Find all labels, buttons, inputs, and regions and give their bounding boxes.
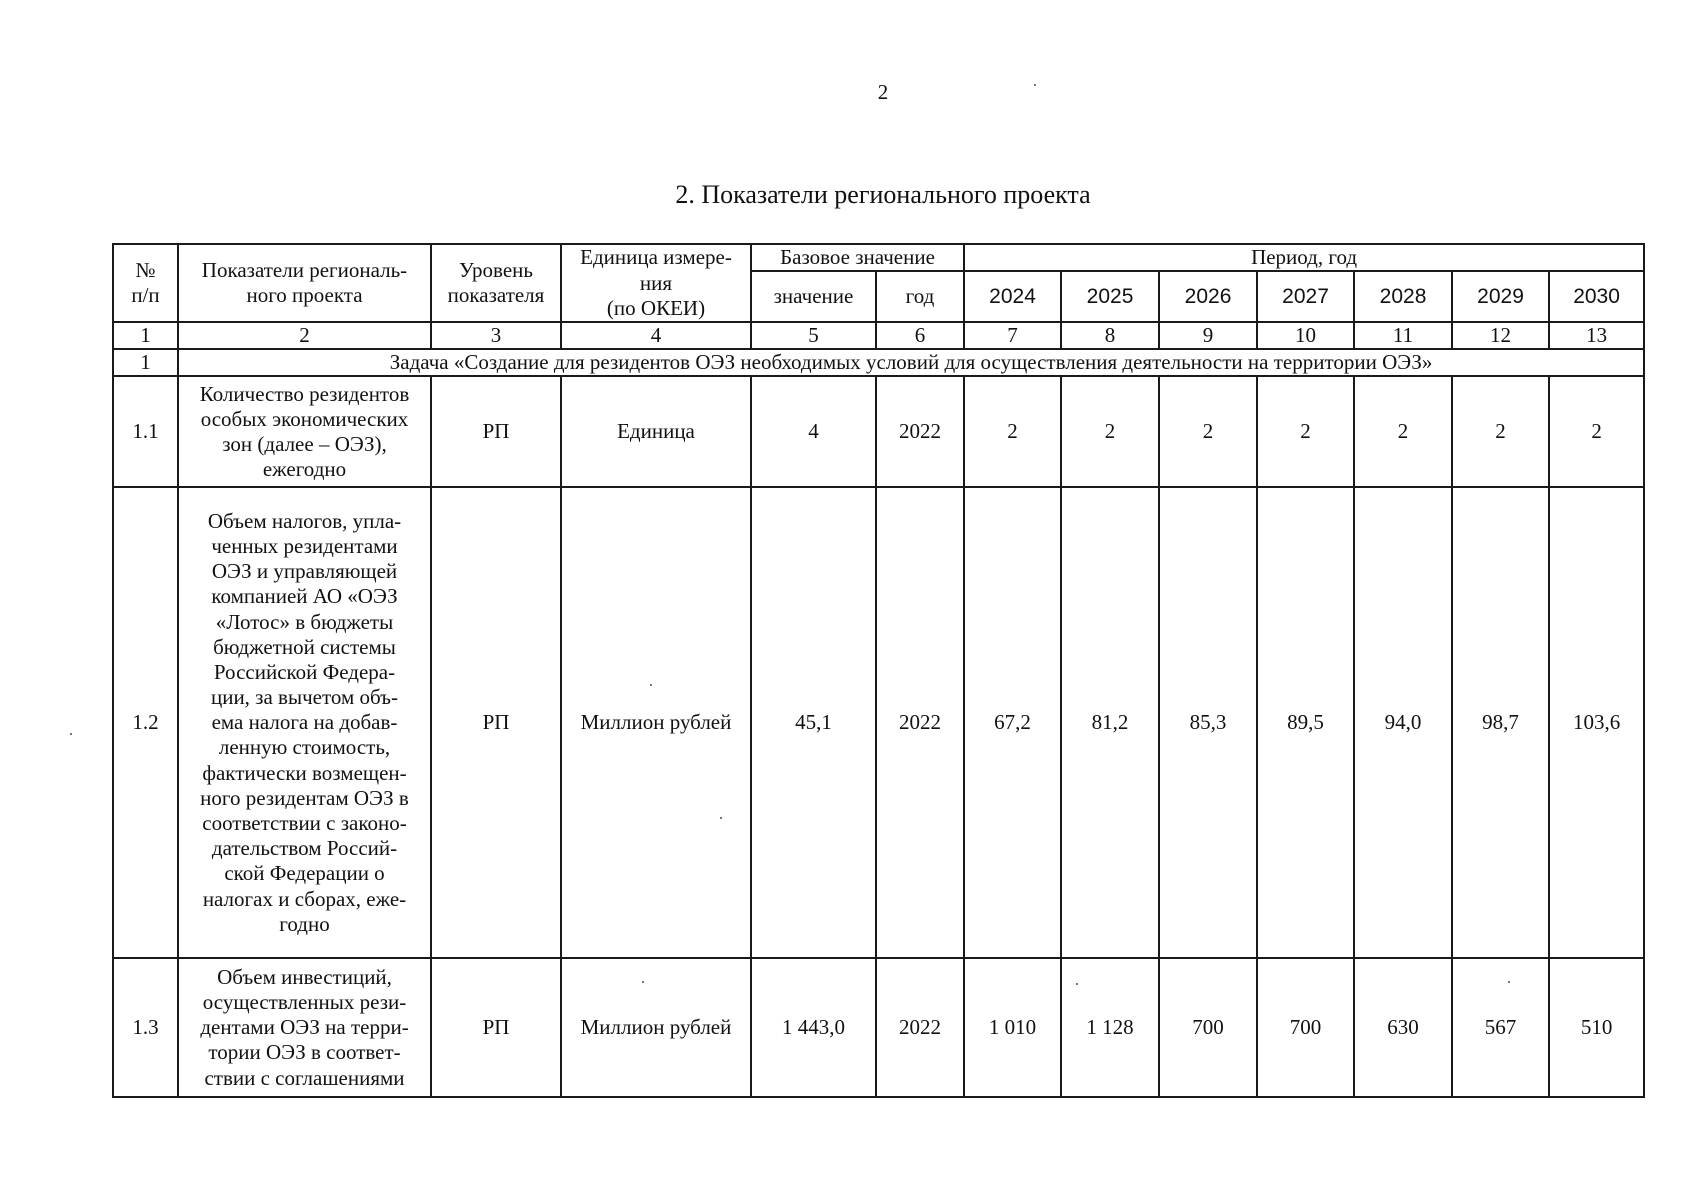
column-number: 13 <box>1549 322 1644 349</box>
row-no: 1.3 <box>113 958 178 1097</box>
row-year-value: 2 <box>1354 376 1452 487</box>
row-unit: Единица <box>561 376 751 487</box>
row-no: 1.2 <box>113 487 178 958</box>
header-unit <box>561 244 751 322</box>
row-year-value: 98,7 <box>1452 487 1549 958</box>
row-base-year: 2022 <box>876 487 964 958</box>
row-base-value: 4 <box>751 376 876 487</box>
page-number: 2 <box>877 80 889 104</box>
row-no: 1.1 <box>113 376 178 487</box>
task-no: 1 <box>113 349 178 376</box>
scan-speck <box>720 817 722 819</box>
row-unit: Миллион рублей <box>561 487 751 958</box>
column-number: 10 <box>1257 322 1354 349</box>
row-year-value: 2 <box>1549 376 1644 487</box>
header-indicator-text: Показатели региональ- ного проекта <box>201 257 408 308</box>
row-base-value: 1 443,0 <box>751 958 876 1097</box>
header-level-text: Уровень показателя <box>447 257 545 308</box>
header-year: 2030 <box>1549 271 1644 322</box>
indicators-table <box>112 243 1645 1098</box>
row-level: РП <box>431 487 561 958</box>
column-number-row <box>113 322 1644 349</box>
task-row <box>113 349 1644 376</box>
header-base-year <box>876 271 964 322</box>
header-year: 2027 <box>1257 271 1354 322</box>
header-base-value-text: значение <box>773 284 854 309</box>
header-indicator <box>178 244 431 322</box>
scan-speck <box>642 981 644 983</box>
column-number: 11 <box>1354 322 1452 349</box>
header-base-value <box>751 271 876 322</box>
scan-speck <box>1076 983 1078 985</box>
scan-speck <box>650 684 652 686</box>
row-year-value: 89,5 <box>1257 487 1354 958</box>
header-year: 2028 <box>1354 271 1452 322</box>
column-number: 7 <box>964 322 1061 349</box>
section-title: 2. Показатели регионального проекта <box>675 180 1091 209</box>
row-year-value: 1 128 <box>1061 958 1159 1097</box>
row-base-year: 2022 <box>876 376 964 487</box>
header-no-text: № п/п <box>131 257 160 308</box>
row-base-year: 2022 <box>876 958 964 1097</box>
scan-speck <box>70 733 72 735</box>
row-year-value: 103,6 <box>1549 487 1644 958</box>
table-row <box>113 487 1644 958</box>
row-year-value: 700 <box>1257 958 1354 1097</box>
column-number: 1 <box>113 322 178 349</box>
column-number: 5 <box>751 322 876 349</box>
column-number: 3 <box>431 322 561 349</box>
column-number: 4 <box>561 322 751 349</box>
table-row <box>113 958 1644 1097</box>
row-year-value: 567 <box>1452 958 1549 1097</box>
row-year-value: 81,2 <box>1061 487 1159 958</box>
row-year-value: 2 <box>1257 376 1354 487</box>
task-text: Задача «Создание для резидентов ОЭЗ необходимых условий для осуществления деятельности на территории ОЭЗ» <box>178 349 1644 376</box>
header-base <box>751 244 964 271</box>
row-year-value: 510 <box>1549 958 1644 1097</box>
table-body <box>113 244 1644 1097</box>
header-level <box>431 244 561 322</box>
row-indicator: Объем инвестиций, осуществленных рези- дентами ОЭЗ на терри- тории ОЭЗ в соответ- ствии с соглашениями <box>178 958 431 1097</box>
header-year: 2025 <box>1061 271 1159 322</box>
row-year-value: 67,2 <box>964 487 1061 958</box>
header-row <box>113 244 1644 271</box>
header-period <box>964 244 1644 271</box>
row-unit: Миллион рублей <box>561 958 751 1097</box>
header-year: 2029 <box>1452 271 1549 322</box>
header-period-text: Период, год <box>1251 245 1358 269</box>
header-unit-text: Единица измере- ния (по ОКЕИ) <box>580 245 732 320</box>
row-year-value: 2 <box>1159 376 1257 487</box>
row-level: РП <box>431 958 561 1097</box>
header-year: 2026 <box>1159 271 1257 322</box>
header-year: 2024 <box>964 271 1061 322</box>
row-indicator: Количество резидентов особых экономических зон (далее – ОЭЗ), ежегодно <box>178 376 431 487</box>
column-number: 2 <box>178 322 431 349</box>
row-year-value: 94,0 <box>1354 487 1452 958</box>
row-year-value: 2 <box>1452 376 1549 487</box>
header-base-text: Базовое значение <box>780 245 935 269</box>
scan-speck <box>1034 84 1036 86</box>
row-year-value: 1 010 <box>964 958 1061 1097</box>
row-base-value: 45,1 <box>751 487 876 958</box>
column-number: 8 <box>1061 322 1159 349</box>
row-level: РП <box>431 376 561 487</box>
row-year-value: 700 <box>1159 958 1257 1097</box>
row-year-value: 85,3 <box>1159 487 1257 958</box>
column-number: 12 <box>1452 322 1549 349</box>
header-no <box>113 244 178 322</box>
row-indicator: Объем налогов, упла- ченных резидентами ОЭЗ и управляющей компанией АО «ОЭЗ «Лотос» в бюджеты бюджетной системы Российской Федера- ции, за вычетом объ- ема налога на добав- ленную стоимость, фактически возмещен- ного резидентам ОЭЗ в соответствии с законо- дательством Россий- ской Федерации о налогах и сборах, еже- годно <box>178 487 431 958</box>
scan-speck <box>1508 981 1510 983</box>
row-year-value: 2 <box>964 376 1061 487</box>
header-base-year-text: год <box>905 284 935 309</box>
column-number: 9 <box>1159 322 1257 349</box>
table-row <box>113 376 1644 487</box>
row-year-value: 2 <box>1061 376 1159 487</box>
column-number: 6 <box>876 322 964 349</box>
row-year-value: 630 <box>1354 958 1452 1097</box>
